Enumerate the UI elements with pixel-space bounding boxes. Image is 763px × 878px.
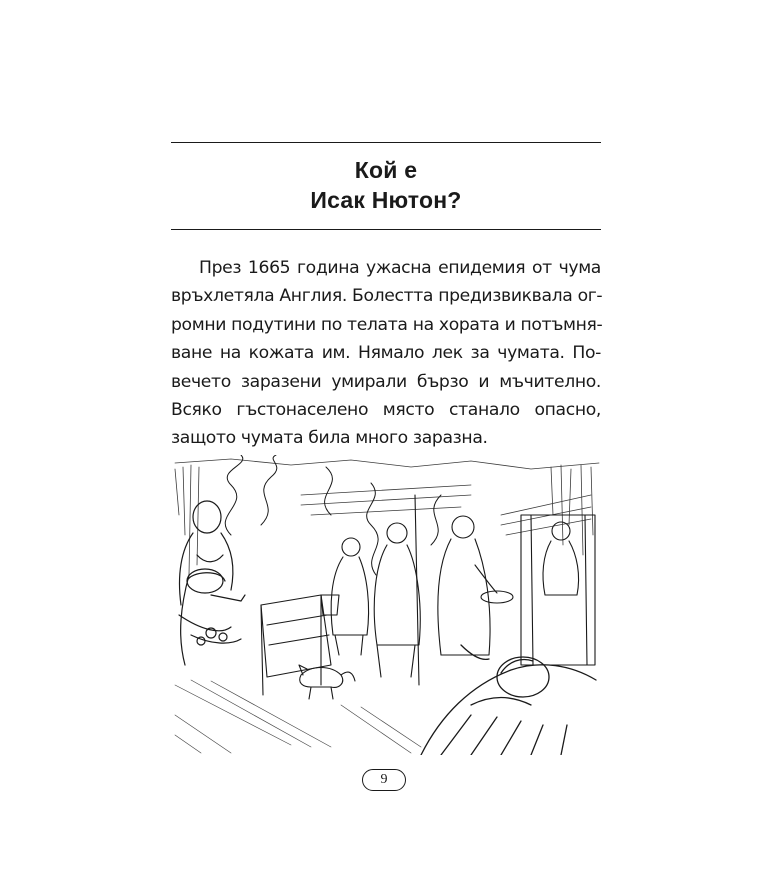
paragraph-line: Всяко гъстонаселено място станало опасно, — [171, 400, 601, 421]
chapter-title — [171, 155, 601, 215]
page-number-badge: 9 — [362, 769, 406, 791]
title-bottom-rule — [171, 229, 601, 230]
paragraph-line: вечето заразени умирали бързо и мъчително. — [171, 371, 601, 392]
paragraph-line: ромни подутини по телата на хората и потъмня- — [171, 314, 603, 335]
paragraph-line: През 1665 година ужасна епидемия от чума — [199, 258, 601, 278]
paragraph-line: връхлетяла Англия. Болестта предизвиквала ог- — [171, 286, 603, 307]
chapter-title-line-1: Кой е — [354, 157, 418, 183]
body-paragraph — [171, 254, 601, 453]
paragraph-line: защото чумата била много заразна. — [171, 428, 488, 449]
chapter-title-line-2: Исак Нютон? — [310, 187, 462, 213]
plague-scene-illustration — [171, 455, 603, 755]
paragraph-line: ване на кожата им. Нямало лек за чумата. По- — [171, 343, 601, 364]
title-top-rule — [171, 142, 601, 143]
